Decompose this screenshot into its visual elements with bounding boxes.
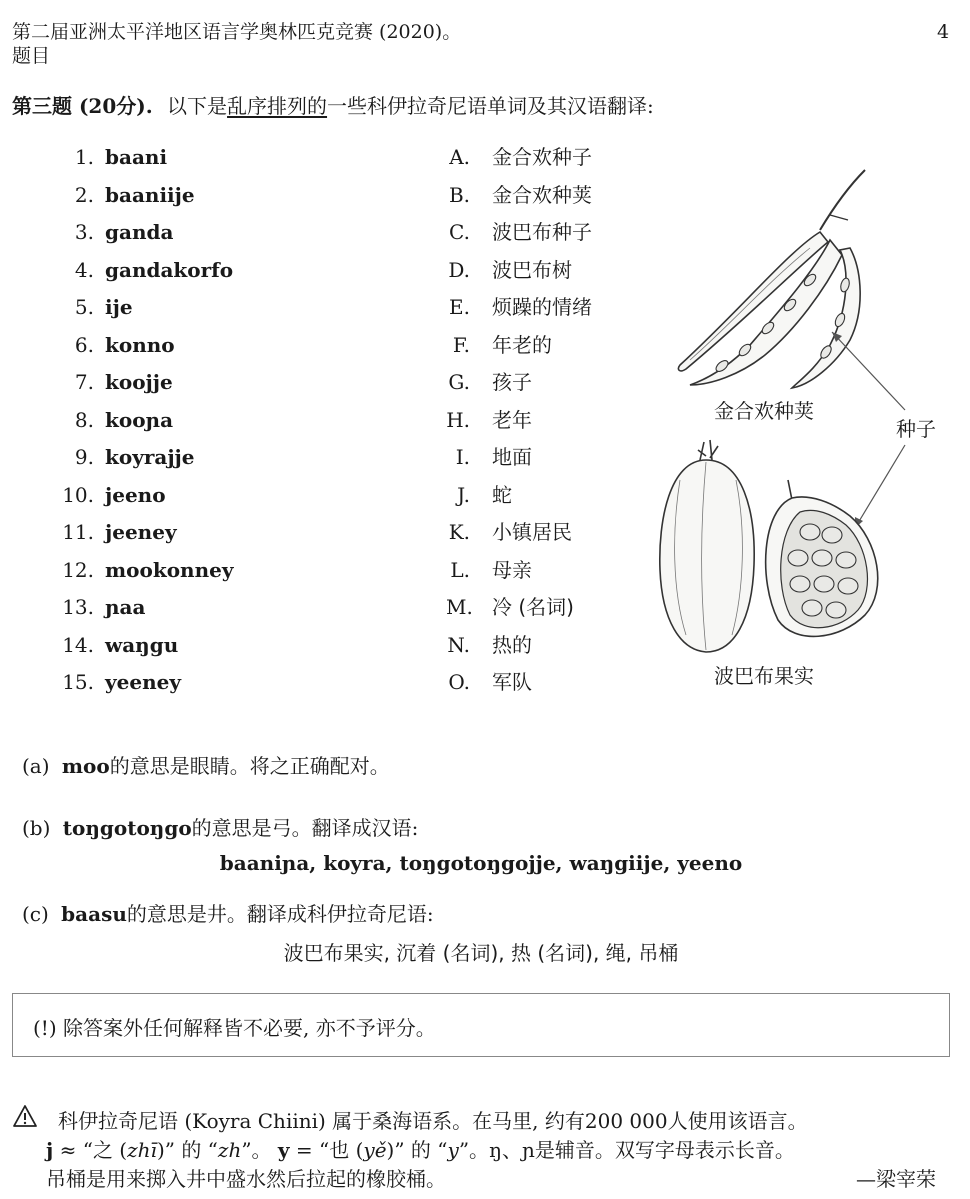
pinyin: y <box>447 1138 459 1162</box>
question-b-label: (b) <box>22 816 51 840</box>
word-number: 4. <box>74 257 94 282</box>
question-c-word: baasu <box>61 902 127 926</box>
word-number: 9. <box>74 445 94 469</box>
page-number: 4 <box>937 21 950 43</box>
problem-intro-post: 一些科伊拉奇尼语单词及其汉语翻译: <box>327 94 654 118</box>
baobab-seed <box>790 576 810 592</box>
word-number: 10. <box>62 482 94 507</box>
word-text: baani <box>105 145 168 169</box>
seed-arrow-baobab <box>855 445 905 528</box>
translation-text: 金合欢种荚 <box>492 182 592 207</box>
translation-text: 年老的 <box>492 332 552 357</box>
translation-text: 热的 <box>492 632 532 657</box>
translation-text: 孩子 <box>492 370 532 394</box>
baobab-seed <box>788 550 808 566</box>
letter-j: j <box>46 1138 54 1162</box>
baobab-seed <box>802 600 822 616</box>
pinyin: yě <box>363 1138 387 1162</box>
word-text: jeeney <box>105 520 177 544</box>
word-number: 12. <box>62 557 94 582</box>
question-c-label: (c) <box>22 902 49 926</box>
question-b <box>22 812 418 841</box>
pinyin: zh <box>217 1138 242 1162</box>
translation-letter: I. <box>455 445 470 469</box>
translation-text: 金合欢种子 <box>492 145 592 169</box>
word-number: 1. <box>74 145 94 169</box>
word-number: 2. <box>74 182 94 207</box>
baobab-seed <box>800 524 820 540</box>
translation-letter: M. <box>446 595 473 619</box>
translation-text: 母亲 <box>492 557 532 582</box>
translation-text: 蛇 <box>492 482 512 507</box>
word-text: yeeney <box>105 670 181 694</box>
footer-author: —梁宰荣 <box>856 1167 936 1191</box>
word-number: 14. <box>62 632 94 657</box>
header-subtitle: 题目 <box>12 45 51 67</box>
baobab-caption: 波巴布果实 <box>714 664 814 688</box>
word-text: kooɲa <box>105 407 174 432</box>
word-number: 3. <box>74 220 94 244</box>
question-a <box>22 750 390 779</box>
question-a-text: 的意思是眼睛。将之正确配对。 <box>109 754 390 778</box>
translation-text: 冷 (名词) <box>492 595 574 619</box>
seed-caption: 种子 <box>896 417 936 441</box>
pinyin: zhī <box>127 1138 157 1162</box>
word-number: 8. <box>74 407 94 432</box>
question-b-items: baaniɲa, koyra, toŋgotoŋgojje, waŋgiije, yeeno <box>219 851 743 875</box>
word-text: ije <box>105 295 133 319</box>
question-b-word: toŋgotoŋgo <box>62 816 192 840</box>
note-box <box>12 993 950 1057</box>
baobab-seed <box>812 550 832 566</box>
translation-letter: E. <box>449 295 470 319</box>
seed-arrow-acacia <box>832 332 905 410</box>
word-number: 5. <box>74 295 94 319</box>
problem-intro-pre: 以下是 <box>167 94 228 118</box>
language-name: Koyra Chiini <box>192 1109 319 1133</box>
translation-letter: H. <box>446 407 470 432</box>
question-a-label: (a) <box>22 754 50 778</box>
translation-letter: C. <box>449 220 470 244</box>
translation-letter: D. <box>448 257 470 282</box>
translation-letter: G. <box>448 370 470 394</box>
translation-text: 老年 <box>492 407 532 432</box>
baobab-stalk <box>788 480 792 500</box>
baobab-seed <box>822 527 842 543</box>
word-text: waŋgu <box>105 632 179 657</box>
translation-text: 波巴布种子 <box>492 220 592 244</box>
word-number: 13. <box>62 595 94 619</box>
translation-list <box>446 142 666 702</box>
problem-label: 第三题 (20分). <box>12 94 153 118</box>
word-text: ɲaa <box>105 595 146 619</box>
translation-text: 地面 <box>492 445 532 469</box>
problem-intro-underlined: 乱序排列的 <box>227 94 328 118</box>
word-text: konno <box>105 332 175 357</box>
word-text: koyrajje <box>105 445 195 469</box>
baobab-seed <box>814 576 834 592</box>
footer-text: ) 属于桑海语系。在马里, 约有200 000人使用该语言。 <box>318 1109 808 1133</box>
word-text: ganda <box>105 220 174 244</box>
translation-letter: F. <box>452 332 470 357</box>
footer-text: )” 的 “ <box>386 1138 448 1162</box>
acacia-twig <box>830 215 848 220</box>
question-c <box>22 898 434 927</box>
baobab-seed <box>836 552 856 568</box>
word-list <box>50 142 410 702</box>
baobab-seed <box>826 602 846 618</box>
baobab-seed <box>838 578 858 594</box>
question-c-text: 的意思是井。翻译成科伊拉奇尼语: <box>126 902 434 926</box>
translation-letter: L. <box>450 557 470 582</box>
translation-letter: A. <box>449 145 470 169</box>
translation-text: 军队 <box>492 670 532 694</box>
translation-text: 烦躁的情绪 <box>492 295 592 319</box>
acacia-pod-caption: 金合欢种荚 <box>714 399 814 423</box>
word-text: baaniije <box>105 182 195 207</box>
footer-text: = “也 ( <box>289 1138 364 1162</box>
footer-text: )” 的 “ <box>156 1138 218 1162</box>
footer-text: ≈ “之 ( <box>53 1138 128 1162</box>
translation-text: 波巴布树 <box>492 257 572 282</box>
word-number: 6. <box>74 332 94 357</box>
footer-text: ”。 <box>458 1138 490 1162</box>
word-text: jeeno <box>105 482 166 507</box>
translation-letter: N. <box>447 632 470 657</box>
word-number: 7. <box>74 370 94 394</box>
word-text: mookonney <box>105 557 234 582</box>
header-title: 第二届亚洲太平洋地区语言学奥林匹克竞赛 (2020)。 <box>12 21 462 43</box>
translation-letter: K. <box>448 520 470 544</box>
word-number: 11. <box>62 520 94 544</box>
translation-letter: O. <box>448 670 470 694</box>
note-text: (!) 除答案外任何解释皆不必要, 亦不予评分。 <box>33 1016 436 1040</box>
question-c-items: 波巴布果实, 沉着 (名词), 热 (名词), 绳, 吊桶 <box>283 941 679 965</box>
question-a-word: moo <box>61 754 110 778</box>
problem-heading <box>12 90 654 119</box>
question-b-text: 的意思是弓。翻译成汉语: <box>191 816 419 840</box>
word-text: koojje <box>105 370 173 394</box>
baobab-fruit <box>660 460 754 652</box>
word-text: gandakorfo <box>105 257 234 282</box>
acacia-stem <box>820 170 865 230</box>
footer-text: ”。 <box>241 1138 272 1162</box>
footer-line-2 <box>46 1134 795 1163</box>
translation-letter: J. <box>457 482 470 507</box>
footer-text: ŋ、ɲ是辅音。双写字母表示长音。 <box>489 1138 795 1162</box>
baobab-stalk <box>698 440 718 460</box>
warning-triangle-icon <box>12 1104 42 1130</box>
translation-text: 小镇居民 <box>492 520 572 544</box>
footer-line-1 <box>58 1105 808 1134</box>
footer-line-3: 吊桶是用来掷入井中盛水然后拉起的橡胶桶。 <box>46 1167 446 1191</box>
word-number: 15. <box>62 670 94 694</box>
letter-y: y <box>277 1138 290 1162</box>
translation-letter: B. <box>448 182 470 207</box>
footer-text: 科伊拉奇尼语 ( <box>58 1109 193 1133</box>
